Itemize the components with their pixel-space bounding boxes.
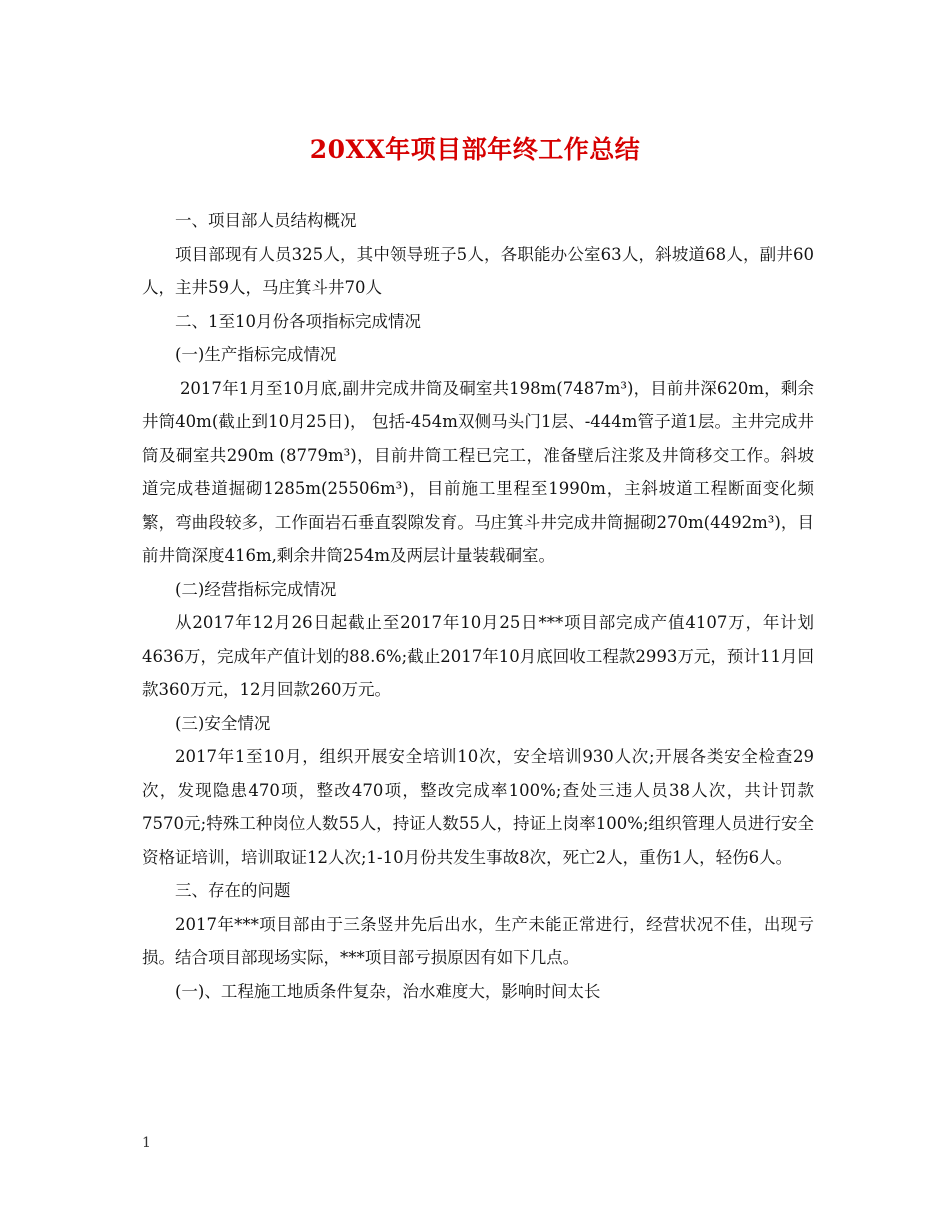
paragraph-production: 2017年1月至10月底,副井完成井筒及硐室共198m(7487m³)，目前井深620m，剩余井筒40m(截止到10月25日)， 包括-454m双侧马头门1层、-444m管子道1层。主井完成井筒及硐室共290m (8779m³)，目前井筒工程已完工，准备壁后注浆及井筒移交工作。斜坡道完成巷道掘砌1285m(25506m³)，目前施工里程至1990m，主斜坡道工程断面变化频繁，弯曲段较多，工作面岩石垂直裂隙发育。马庄箕斗井完成井筒掘砌270m(4492m³)，目前井筒深度416m,剩余井筒254m及两层计量装载硐室。 bbox=[142, 378, 814, 565]
subsection-heading-safety: (三)安全情况 bbox=[175, 713, 271, 733]
section-heading-1: 一、项目部人员结构概况 bbox=[175, 211, 357, 230]
subsection-heading-geology: (一)、工程施工地质条件复杂，治水难度大，影响时间太长 bbox=[175, 981, 601, 1001]
document-body bbox=[142, 204, 814, 1008]
paragraph-staff-structure: 项目部现有人员325人，其中领导班子5人，各职能办公室63人，斜坡道68人，副井60人，主井59人，马庄箕斗井70人 bbox=[142, 244, 814, 297]
paragraph-operations: 从2017年12月26日起截止至2017年10月25日***项目部完成产值4107万，年计划4636万，完成年产值计划的88.6%;截止2017年10月底回收工程款2993万元，预计11月回款360万元，12月回款260万元。 bbox=[142, 613, 814, 699]
page-number: 1 bbox=[142, 1135, 151, 1151]
section-heading-2: 二、1至10月份各项指标完成情况 bbox=[175, 311, 421, 331]
subsection-heading-production: (一)生产指标完成情况 bbox=[175, 345, 337, 364]
paragraph-safety: 2017年1至10月，组织开展安全培训10次，安全培训930人次;开展各类安全检查29次，发现隐患470项，整改470项，整改完成率100%;查处三违人员38人次，共计罚款7570元;特殊工种岗位人数55人，持证人数55人，持证上岗率100%;组织管理人员进行安全资格证培训，培训取证12人次;1-10月份共发生事故8次，死亡2人，重伤1人，轻伤6人。 bbox=[142, 747, 814, 867]
paragraph-problems: 2017年***项目部由于三条竖井先后出水，生产未能正常进行，经营状况不佳，出现亏损。结合项目部现场实际，***项目部亏损原因有如下几点。 bbox=[142, 914, 814, 967]
document-title: 20XX年项目部年终工作总结 bbox=[309, 135, 641, 164]
section-heading-3: 三、存在的问题 bbox=[175, 881, 291, 900]
subsection-heading-operations: (二)经营指标完成情况 bbox=[175, 579, 337, 599]
